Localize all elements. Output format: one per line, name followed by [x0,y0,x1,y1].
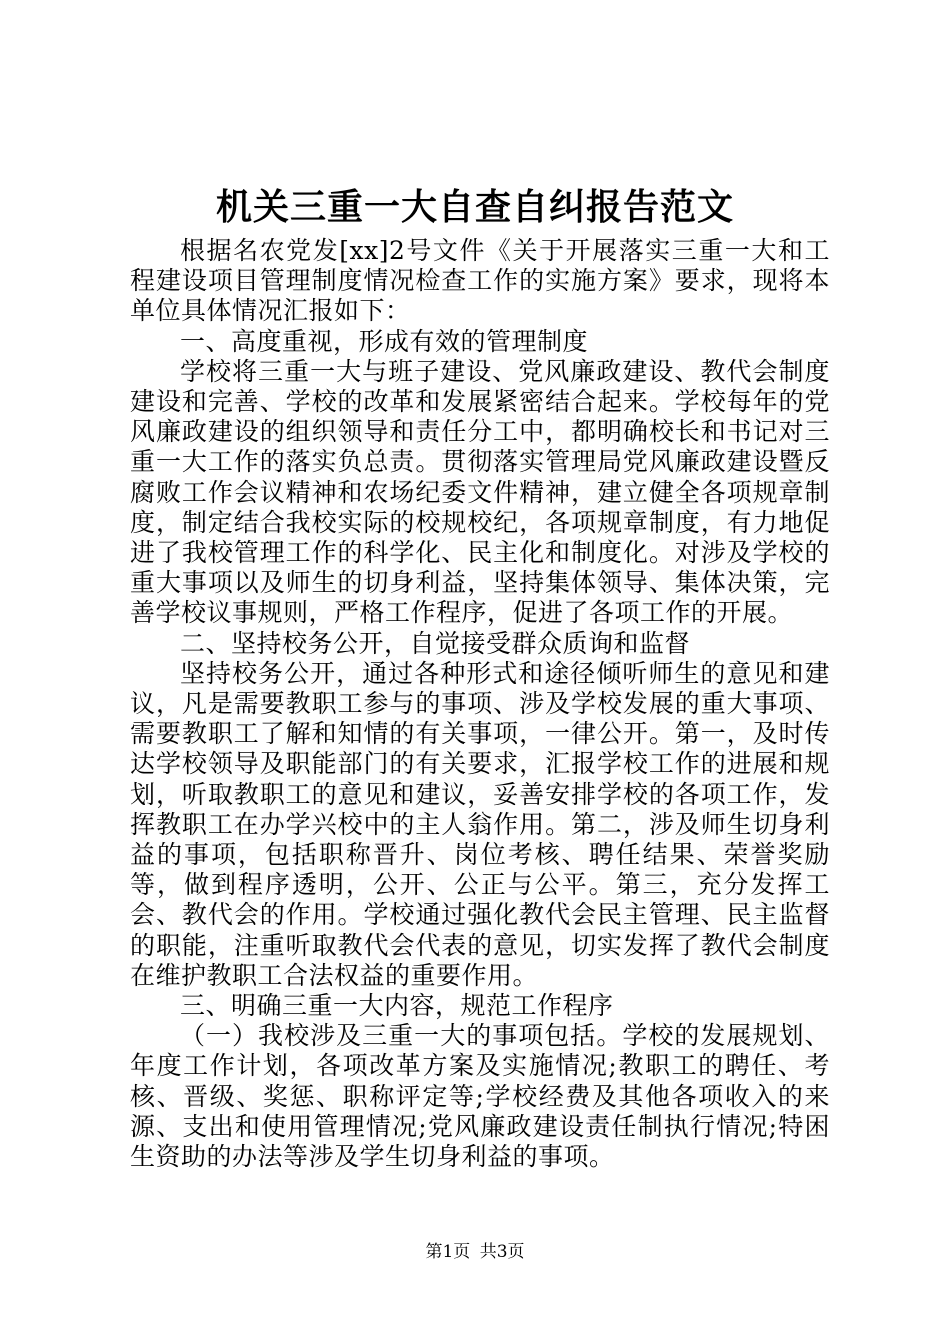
section-heading-1: 一、高度重视，形成有效的管理制度 [180,326,589,356]
page-number: 第1页 [425,1242,471,1262]
section-paragraph-3: （一）我校涉及三重一大的事项包括。学校的发展规划、年度工作计划，各项改革方案及实施情况;教职工的聘任、考核、晋级、奖惩、职称评定等;学校经费及其他各项收入的来源、支出和使用管理情况;党风廉政建设责任制执行情况;特困生资助的办法等涉及学生切身利益的事项。 [130,1021,830,1172]
section-heading-2: 二、坚持校务公开，自觉接受群众质询和监督 [180,628,691,658]
section-heading-3: 三、明确三重一大内容，规范工作程序 [180,991,614,1021]
page-footer [0,1240,950,1264]
page-total: 共3页 [479,1242,525,1262]
intro-paragraph: 根据名农党发[xx]2号文件《关于开展落实三重一大和工程建设项目管理制度情况检查工作的实施方案》要求，现将本单位具体情况汇报如下： [130,236,830,326]
section-paragraph-1: 学校将三重一大与班子建设、党风廉政建设、教代会制度建设和完善、学校的改革和发展紧密结合起来。学校每年的党风廉政建设的组织领导和责任分工中，都明确校长和书记对三重一大工作的落实负总责。贯彻落实管理局党风廉政建设暨反腐败工作会议精神和农场纪委文件精神，建立健全各项规章制度，制定结合我校实际的校规校纪，各项规章制度，有力地促进了我校管理工作的科学化、民主化和制度化。对涉及学校的重大事项以及师生的切身利益，坚持集体领导、集体决策，完善学校议事规则，严格工作程序，促进了各项工作的开展。 [130,356,830,628]
document-title: 机关三重一大自查自纠报告范文 [215,186,734,228]
section-paragraph-2: 坚持校务公开，通过各种形式和途径倾听师生的意见和建议，凡是需要教职工参与的事项、涉及学校发展的重大事项、需要教职工了解和知情的有关事项，一律公开。第一，及时传达学校领导及职能部门的有关要求，汇报学校工作的进展和规划，听取教职工的意见和建议，妥善安排学校的各项工作，发挥教职工在办学兴校中的主人翁作用。第二，涉及师生切身利益的事项，包括职称晋升、岗位考核、聘任结果、荣誉奖励等，做到程序透明，公开、公正与公平。第三，充分发挥工会、教代会的作用。学校通过强化教代会民主管理、民主监督的职能，注重听取教代会代表的意见，切实发挥了教代会制度在维护教职工合法权益的重要作用。 [130,658,830,990]
document-body [130,236,830,1172]
